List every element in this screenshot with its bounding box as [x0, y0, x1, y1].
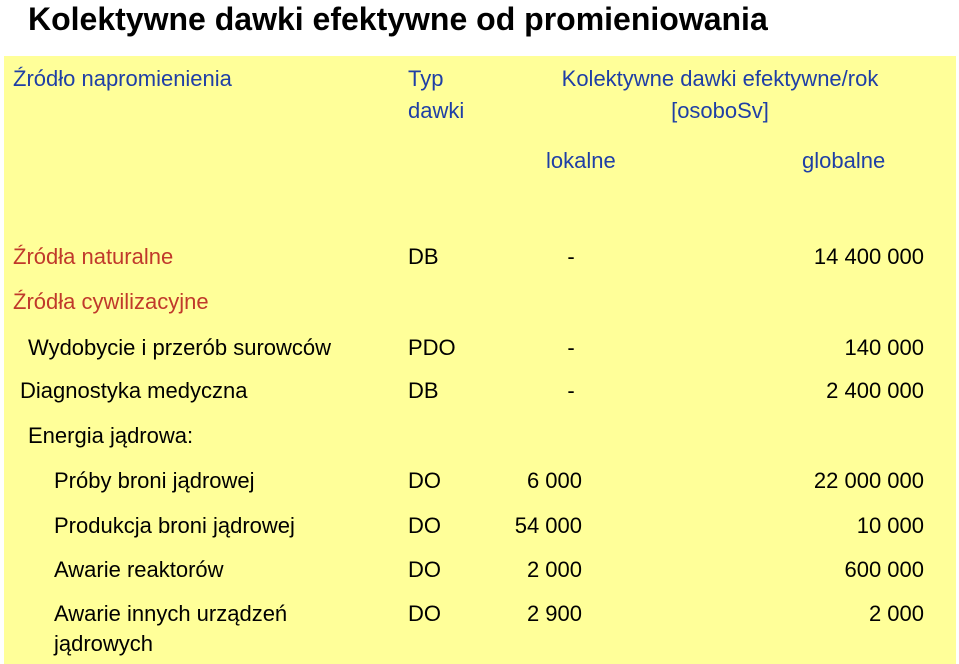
row-global-mining: 140 000	[844, 335, 924, 360]
row-local-other-accidents: 2 900	[526, 601, 582, 626]
row-type-reactor-accidents: DO	[408, 557, 441, 582]
row-label-mining: Wydobycie i przerób surowców	[28, 335, 332, 360]
row-label-other-accidents-line2: jądrowych	[54, 631, 154, 656]
row-global-weapons-tests: 22 000 000	[813, 468, 924, 493]
row-type-weapons-tests: DO	[408, 468, 441, 493]
row-local-natural: -	[567, 244, 575, 269]
header-dose-type-line2: dawki	[408, 98, 465, 123]
row-global-diagnostics: 2 400 000	[826, 378, 924, 403]
row-local-reactor-accidents: 2 000	[526, 557, 582, 582]
row-type-other-accidents: DO	[408, 601, 441, 626]
row-global-other-accidents: 2 000	[868, 601, 924, 626]
row-label-civilization: Źródła cywilizacyjne	[13, 289, 209, 314]
row-type-weapons-production: DO	[408, 513, 441, 538]
row-label-natural: Źródła naturalne	[13, 244, 174, 269]
row-label-reactor-accidents: Awarie reaktorów	[54, 557, 224, 582]
header-global: globalne	[802, 148, 886, 173]
row-global-natural: 14 400 000	[813, 244, 924, 269]
row-label-other-accidents-line1: Awarie innych urządzeń	[54, 601, 288, 626]
row-type-mining: PDO	[408, 335, 456, 360]
row-local-weapons-tests: 6 000	[526, 468, 582, 493]
header-collective-line1: Kolektywne dawki efektywne/rok	[561, 66, 879, 91]
row-global-reactor-accidents: 600 000	[844, 557, 924, 582]
row-local-mining: -	[567, 335, 575, 360]
row-label-diagnostics: Diagnostyka medyczna	[20, 378, 248, 403]
header-collective-line2: [osoboSv]	[671, 98, 769, 123]
row-label-nuclear-energy: Energia jądrowa:	[28, 423, 194, 448]
header-dose-type-line1: Typ	[408, 66, 444, 91]
row-local-weapons-production: 54 000	[514, 513, 582, 538]
header-local: lokalne	[546, 148, 616, 173]
page-title: Kolektywne dawki efektywne od promieniowania	[28, 1, 768, 37]
row-label-weapons-production: Produkcja broni jądrowej	[54, 513, 295, 538]
row-type-diagnostics: DB	[408, 378, 439, 403]
dose-table	[4, 56, 956, 664]
row-type-natural: DB	[408, 244, 439, 269]
row-local-diagnostics: -	[567, 378, 575, 403]
row-label-weapons-tests: Próby broni jądrowej	[54, 468, 255, 493]
header-source: Źródło napromienienia	[13, 66, 232, 91]
row-global-weapons-production: 10 000	[856, 513, 924, 538]
